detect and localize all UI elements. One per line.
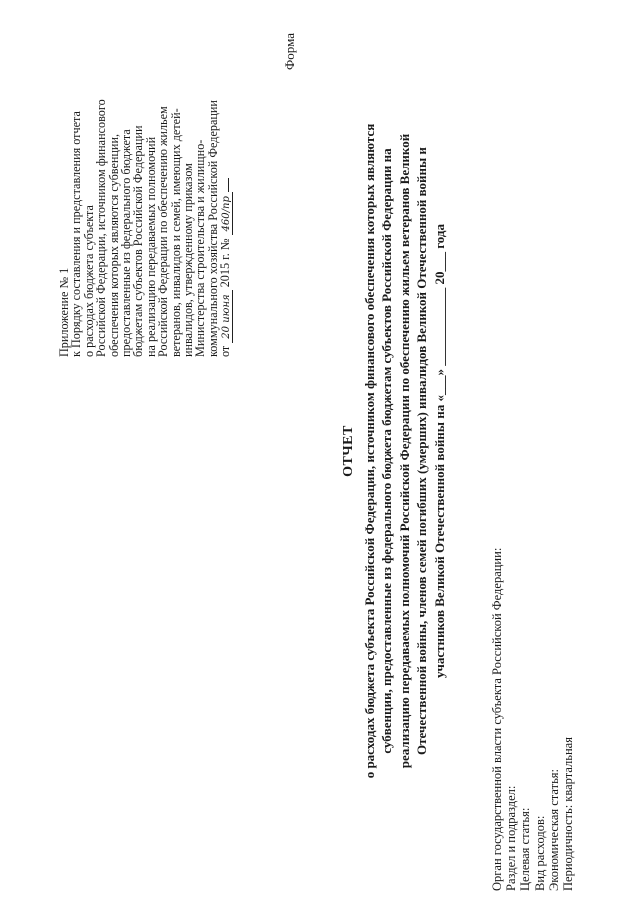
appendix-line: обеспечения которых являются субвенции, [106,133,121,357]
report-title-line: субвенции, предоставленные из федерального бюджета бюджетам субъектов Российской Федерации на [379,148,394,754]
handwritten-order-number: 460/пр [221,192,233,235]
appendix-line: бюджетам субъектов Российской Федерации [131,125,146,357]
appendix-line: на реализацию передаваемых полномочий [143,136,158,357]
report-heading: ОТЧЕТ [341,425,356,477]
report-title-line: участников Великой Отечественной войны на «___» ____________ 20___ года [431,224,447,678]
appendix-block [58,17,234,357]
appendix-line: ветеранов, инвалидов и семей, имеющих детей- [168,108,183,357]
appendix-line: о расходах бюджета субъекта [81,205,96,357]
meta-line: Целевая статья: [518,807,533,891]
report-title-line: о расходах бюджета субъекта Российской Федерации, источником финансового обеспечения которых являются [361,123,377,779]
report-meta [490,371,575,891]
appendix-line: предоставленные из федерального бюджета [119,129,134,357]
meta-line: Раздел и подраздел: [504,785,519,891]
appendix-line: Министерства строительства и жилищно- [193,139,208,357]
appendix-line: Российской Федерации, источником финансового [94,99,109,357]
appendix-line: Российской Федерации по обеспечению жильем [156,106,171,357]
appendix-line: коммунального хозяйства Российской Федерации [205,100,220,357]
report-title [340,17,448,885]
appendix-date-line [219,17,233,357]
appendix-line: инвалидов, утвержденному приказом [181,163,196,357]
appendix-line: к Порядку составления и представления отчета [69,111,84,357]
meta-line: Орган государственной власти субъекта Российской Федерации: [490,547,504,891]
date-prefix: от [218,345,233,357]
meta-line: Вид расходов: [532,815,547,891]
handwritten-date: 20 июня [221,290,233,342]
appendix-line: Приложение № 1 [57,267,71,357]
date-year: 2015 г. № [218,238,233,288]
meta-line: Периодичность: квартальная [561,737,576,891]
report-title-line: Отечественной войны, членов семей погибших (умерших) инвалидов Великой Отечественной войны и [414,147,429,755]
report-title-line: реализацию передаваемых полномочий Российской Федерации по обеспечению жильем ветеранов Великой [396,133,412,769]
blank-underline [228,178,229,192]
meta-line: Экономическая статья: [546,768,561,891]
form-label: Форма [282,33,297,70]
